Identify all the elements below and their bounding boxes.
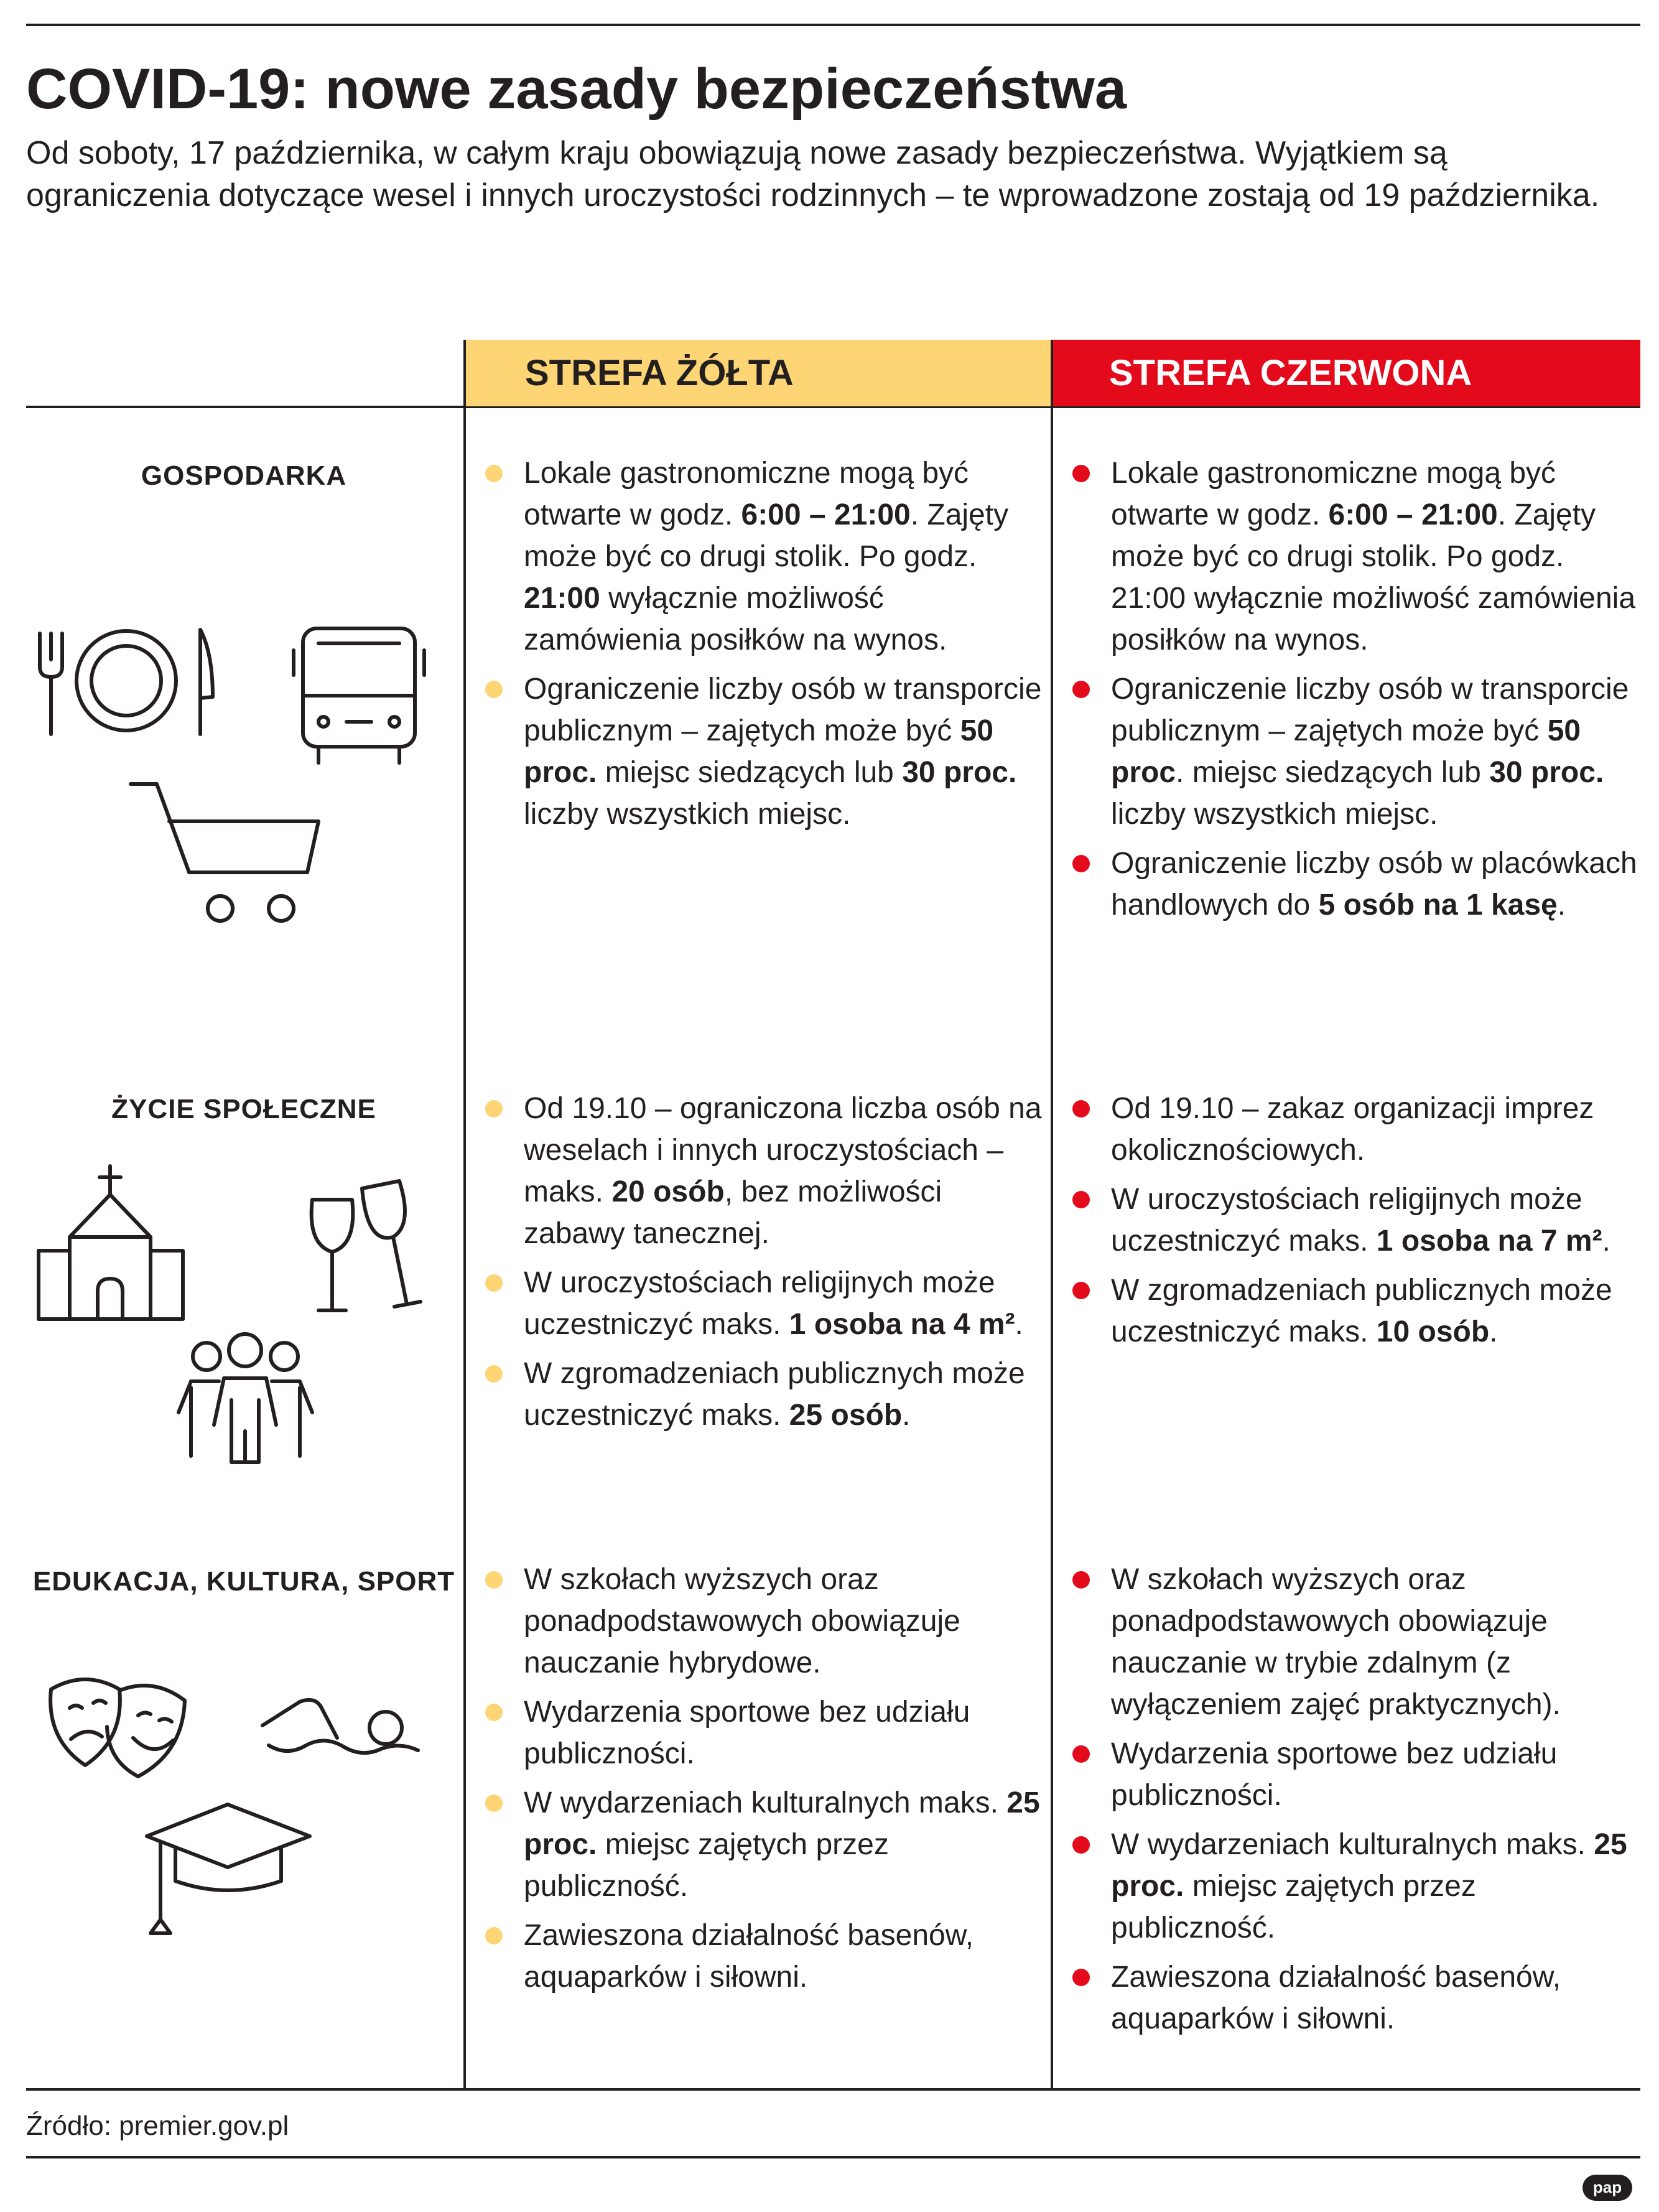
red-rule-item: [1054, 668, 1638, 835]
rule-text-segment: W wydarzeniach kulturalnych maks.: [524, 1786, 1007, 1819]
people-group-icon: [179, 1334, 312, 1462]
yellow-rule-item: [467, 1691, 1048, 1775]
rule-text-segment: 6:00 – 21:00: [1328, 498, 1498, 531]
red-bullet-icon: [1072, 1282, 1090, 1299]
church-icon: [39, 1166, 183, 1319]
intro-text: Od soboty, 17 października, w całym kraju obowiązują nowe zasady bezpieczeństwa. Wyjątkiem są ograniczenia dotyczące wesel i innych uroczystości rodzinnych – te wprowadzone zostają od 19 października.: [26, 135, 1600, 213]
rule-text-segment: .: [1602, 1225, 1610, 1258]
yellow-bullet-icon: [485, 1927, 503, 1944]
rule-text-segment: Od 19.10 – ograniczona liczba osób na weselach i innych uroczystościach – maks.: [524, 1092, 1042, 1208]
rule-text-segment: . miejsc siedzących lub: [1176, 756, 1490, 789]
rule-text-segment: Zawieszona działalność basenów, aquaparków i siłowni.: [524, 1919, 974, 1994]
rule-text-segment: 25 proc.: [524, 1786, 1040, 1861]
rule-text-segment: .: [1489, 1315, 1498, 1348]
rule-text-segment: miejsc siedzących lub: [597, 756, 903, 789]
cutlery-plate-icon: [40, 630, 213, 734]
swimmer-icon: [263, 1700, 418, 1753]
table-bottom-rule: [26, 2088, 1640, 2091]
rule-text-segment: W wydarzeniach kulturalnych maks.: [1111, 1828, 1594, 1861]
yellow-bullet-icon: [485, 1571, 503, 1589]
red-education-rules: [1054, 1559, 1638, 2047]
red-bullet-icon: [1072, 465, 1090, 482]
yellow-social-rules: [467, 1088, 1048, 1444]
yellow-zone-header: STREFA ŻÓŁTA: [466, 340, 1051, 406]
red-rule-item: [1054, 1178, 1638, 1262]
rule-text-segment: W uroczystościach religijnych może uczestniczyć maks.: [1111, 1183, 1582, 1258]
red-bullet-icon: [1072, 1745, 1090, 1763]
red-bullet-icon: [1072, 855, 1090, 872]
rule-text-segment: wyłącznie możliwość zamówienia posiłków na wynos.: [524, 582, 947, 656]
rule-text-segment: W zgromadzeniach publicznych może uczestniczyć maks.: [1111, 1274, 1612, 1348]
yellow-economy-rules: [467, 452, 1048, 842]
rule-text-segment: , bez możliwości zabawy tanecznej.: [524, 1175, 942, 1250]
red-zone-header: STREFA CZERWONA: [1053, 340, 1640, 406]
rule-text-segment: Wydarzenia sportowe bez udziału publiczności.: [1111, 1737, 1558, 1812]
column-divider-left: [463, 340, 466, 2089]
yellow-rule-item: [467, 1915, 1048, 1998]
yellow-rule-item: [467, 1262, 1048, 1345]
rule-text-segment: .: [902, 1399, 911, 1432]
shopping-cart-icon: [131, 784, 318, 921]
yellow-rule-item: [467, 1088, 1048, 1254]
rule-text-segment: Zawieszona działalność basenów, aquaparków i siłowni.: [1111, 1961, 1561, 2035]
yellow-bullet-icon: [485, 1794, 503, 1812]
yellow-bullet-icon: [485, 465, 503, 482]
rule-text-segment: W uroczystościach religijnych może uczestniczyć maks.: [524, 1266, 995, 1341]
rule-text-segment: 10 osób: [1376, 1315, 1490, 1348]
yellow-rule-item: [467, 452, 1048, 661]
yellow-bullet-icon: [485, 1274, 503, 1292]
rule-text-segment: Lokale gastronomiczne mogą być otwarte w godz.: [524, 457, 969, 531]
red-bullet-icon: [1072, 1100, 1090, 1118]
graduation-cap-icon: [147, 1804, 310, 1933]
rule-text-segment: 1 osoba na 4 m²: [789, 1308, 1015, 1341]
red-bullet-icon: [1072, 1571, 1090, 1589]
red-rule-item: [1054, 1824, 1638, 1949]
category-economy: GOSPODARKA: [141, 460, 347, 491]
yellow-rule-item: [467, 1353, 1048, 1436]
page-title: COVID-19: nowe zasady bezpieczeństwa: [26, 57, 1127, 121]
rule-text-segment: Ograniczenie liczby osób w transporcie publicznym – zajętych może być: [524, 673, 1042, 747]
red-economy-rules: [1054, 452, 1638, 933]
yellow-rule-item: [467, 668, 1048, 835]
rule-text-segment: liczby wszystkich miejsc.: [1111, 798, 1438, 831]
rule-text-segment: . Zajęty może być co drugi stolik. Po godz. 21:00 wyłącznie możliwość zamówienia posiłków na wynos.: [1111, 498, 1636, 656]
footer-rule: [26, 2156, 1640, 2158]
yellow-rule-item: [467, 1559, 1048, 1684]
yellow-education-rules: [467, 1559, 1048, 2005]
rule-text-segment: .: [1015, 1308, 1023, 1341]
column-divider-right: [1051, 340, 1053, 2089]
rule-text-segment: 5 osób na 1 kasę: [1318, 889, 1558, 922]
rule-text-segment: 30 proc.: [902, 756, 1017, 789]
top-rule: [26, 24, 1640, 26]
rule-text-segment: miejsc zajętych przez publiczność.: [524, 1828, 889, 1903]
rule-text-segment: W szkołach wyższych oraz ponadpodstawowych obowiązuje nauczanie hybrydowe.: [524, 1563, 960, 1679]
red-rule-item: [1054, 1956, 1638, 2040]
rule-text-segment: liczby wszystkich miejsc.: [524, 798, 851, 831]
red-rule-item: [1054, 842, 1638, 926]
red-social-rules: [1054, 1088, 1638, 1360]
rule-text-segment: Wydarzenia sportowe bez udziału publiczności.: [524, 1696, 970, 1770]
theatre-masks-icon: [50, 1679, 185, 1776]
yellow-bullet-icon: [485, 681, 503, 698]
social-life-icons: [26, 1164, 462, 1487]
bus-icon: [294, 628, 424, 763]
red-bullet-icon: [1072, 681, 1090, 698]
category-education-culture-sport: EDUKACJA, KULTURA, SPORT: [32, 1566, 455, 1597]
wine-glasses-icon: [312, 1181, 421, 1310]
red-rule-item: [1054, 1269, 1638, 1353]
rule-text-segment: .: [1557, 889, 1566, 922]
yellow-rule-item: [467, 1782, 1048, 1907]
category-social-life: ŻYCIE SPOŁECZNE: [111, 1094, 376, 1124]
rule-text-segment: 21:00: [524, 582, 600, 615]
education-culture-sport-icons: [26, 1652, 462, 1951]
pap-logo-text: pap: [1592, 2178, 1622, 2196]
red-bullet-icon: [1072, 1191, 1090, 1208]
red-rule-item: [1054, 1733, 1638, 1816]
source-note: Źródło: premier.gov.pl: [26, 2111, 289, 2141]
rule-text-segment: 30 proc.: [1489, 756, 1604, 789]
rule-text-segment: 25 proc.: [1111, 1828, 1627, 1903]
rule-text-segment: W szkołach wyższych oraz ponadpodstawowych obowiązuje nauczanie w trybie zdalnym (z wyłączeniem zajęć praktycznych).: [1111, 1563, 1561, 1721]
rule-text-segment: Lokale gastronomiczne mogą być otwarte w godz.: [1111, 457, 1556, 531]
rule-text-segment: 50 proc: [1111, 714, 1581, 789]
yellow-bullet-icon: [485, 1365, 503, 1383]
red-bullet-icon: [1072, 1969, 1090, 1986]
red-bullet-icon: [1072, 1836, 1090, 1854]
rule-text-segment: 1 osoba na 7 m²: [1376, 1225, 1602, 1258]
red-rule-item: [1054, 1559, 1638, 1725]
yellow-bullet-icon: [485, 1704, 503, 1721]
rule-text-segment: . Zajęty może być co drugi stolik. Po godz.: [524, 498, 1009, 573]
rule-text-segment: 25 osób: [789, 1399, 903, 1432]
rule-text-segment: 20 osób: [611, 1175, 725, 1208]
rule-text-segment: Ograniczenie liczby osób w placówkach handlowych do: [1111, 847, 1637, 922]
pap-logo: [1581, 2173, 1633, 2202]
rule-text-segment: Od 19.10 – zakaz organizacji imprez okolicznościowych.: [1111, 1092, 1594, 1167]
red-rule-item: [1054, 1088, 1638, 1171]
rule-text-segment: miejsc zajętych przez publiczność.: [1111, 1870, 1476, 1944]
rule-text-segment: W zgromadzeniach publicznych może uczestniczyć maks.: [524, 1357, 1025, 1432]
rule-text-segment: 50 proc.: [524, 714, 994, 789]
red-rule-item: [1054, 452, 1638, 661]
rule-text-segment: 6:00 – 21:00: [741, 498, 911, 531]
yellow-bullet-icon: [485, 1100, 503, 1118]
rule-text-segment: Ograniczenie liczby osób w transporcie publicznym – zajętych może być: [1111, 673, 1629, 747]
economy-icons: [26, 616, 462, 940]
